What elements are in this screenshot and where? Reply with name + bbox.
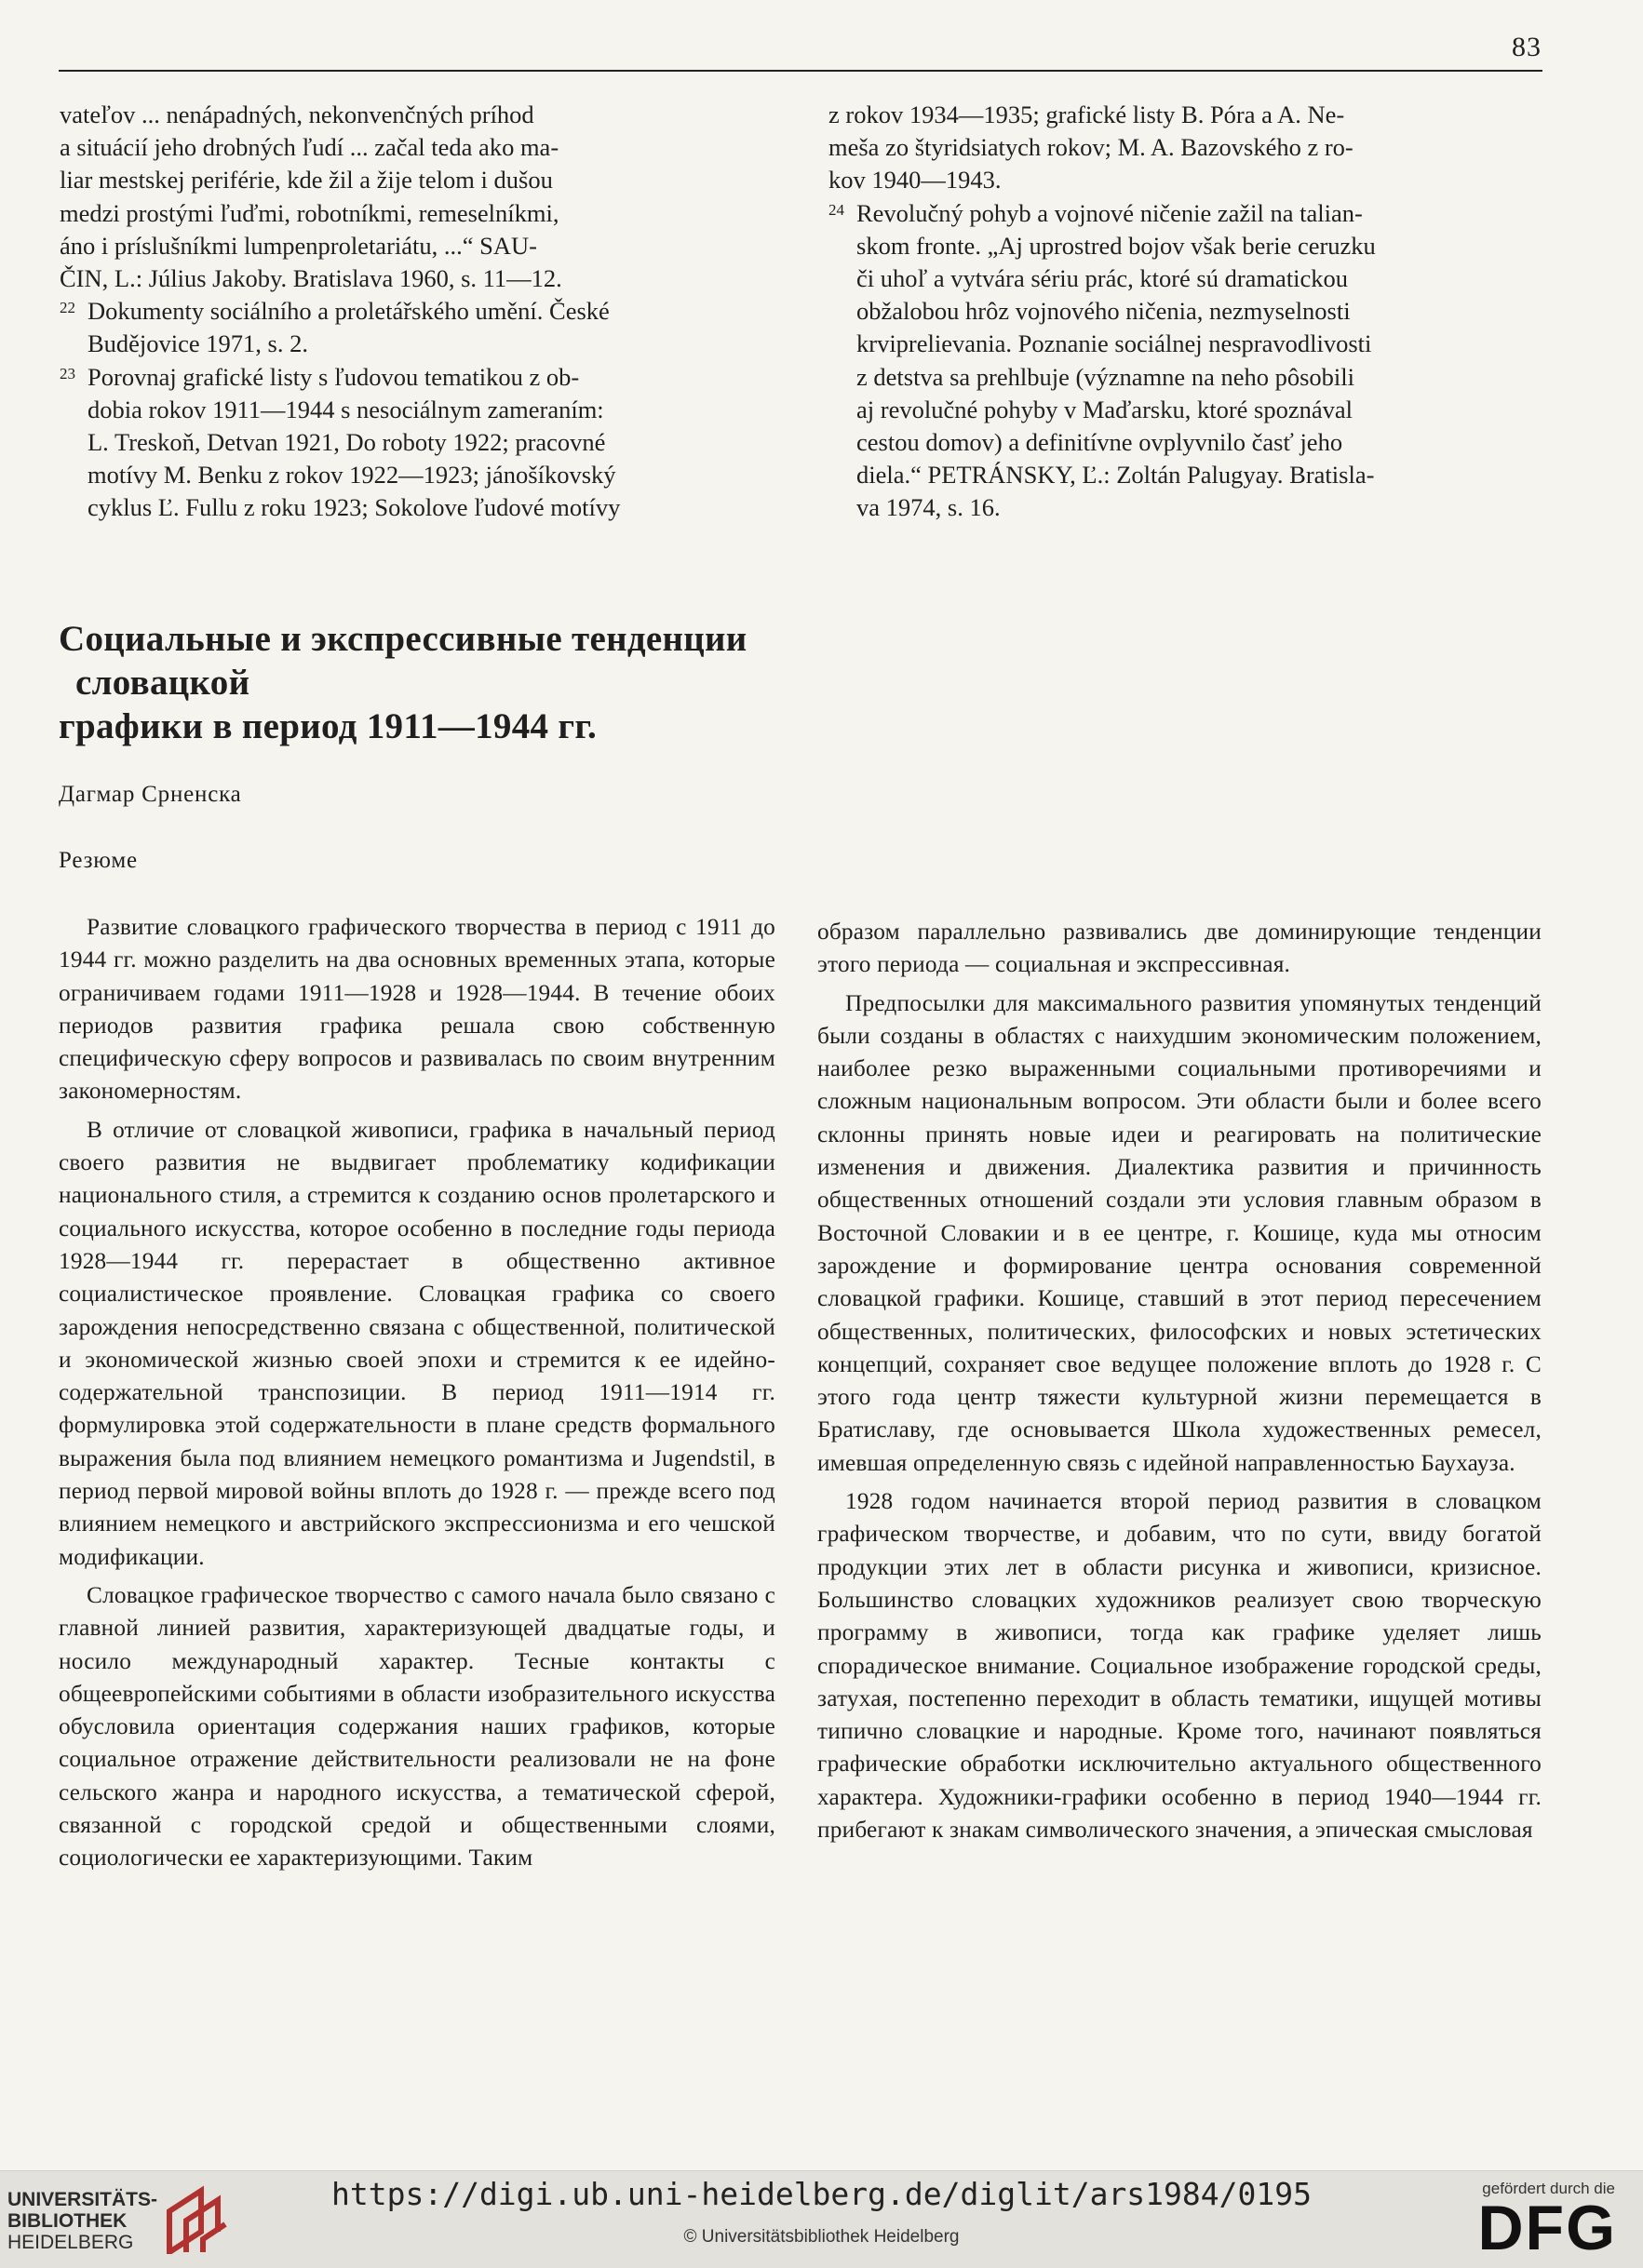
footnote-line: áno i príslušníkmi lumpenproletariátu, ...“ SAU-: [60, 231, 537, 260]
footnote-line: cyklus Ľ. Fullu z roku 1923; Sokolove ľudové motívy: [88, 493, 621, 522]
footnote-line: Budějovice 1971, s. 2.: [88, 329, 308, 358]
footnote-line: z detstva sa prehlbuje (významne na neho pôsobili: [856, 362, 1354, 391]
footnote-line: medzi prostými ľuďmi, robotníkmi, remeselníkmi,: [60, 198, 559, 227]
footer-url-link[interactable]: https://digi.ub.uni-heidelberg.de/diglit/ars1984/0195: [331, 2176, 1312, 2212]
footnote-line: motívy M. Benku z rokov 1922—1923; jánošíkovský: [88, 461, 616, 490]
library-name-line: BIBLIOTHEK: [7, 2210, 128, 2232]
article-title: [59, 617, 822, 748]
footnote-line: kov 1940—1943.: [828, 166, 1002, 195]
footnote-line: ČIN, L.: Július Jakoby. Bratislava 1960, s. 11—12.: [60, 264, 562, 293]
footnote-24: [828, 197, 1542, 525]
footnote-line: Porovnaj grafické listy s ľudovou tematikou z ob-: [88, 362, 580, 391]
body-paragraph: Словацкое графическое творчество с самого начала было связано с главной линией развития, характеризующей двадцатые годы, и носило международный характер. Тесные контакты с общеевропейскими событиями в области изобразительного искусства обусловила ориентация содержания наших графиков, которые социальное отражение действительности реализовали не на фоне сельского жанра и народного искусства, а тематической сферой, связанной с городской средой и общественными слоями, социологически ее характеризующими. Таким: [59, 1581, 775, 1872]
footnote-continuation: [828, 99, 1542, 197]
footnotes-right: [828, 99, 1542, 525]
footnote-line: va 1974, s. 16.: [856, 493, 1001, 522]
title-line: графики в период 1911—1944 гг.: [59, 706, 598, 746]
footer-copyright: © Universitätsbibliothek Heidelberg: [683, 2227, 960, 2247]
footnote-line: dobia rokov 1911—1944 s nesociálnym zameraním:: [88, 395, 604, 423]
title-line: Социальные и экспрессивные тенденции: [59, 619, 747, 659]
body-paragraph: образом параллельно развивались две доминирующие тенденции этого периода — социальная и экспрессивная.: [817, 919, 1542, 978]
footnote-number: 22: [60, 299, 75, 317]
footnote-line: diela.“ PETRÁNSKY, Ľ.: Zoltán Palugyay. Bratisla-: [856, 461, 1375, 490]
top-rule: [59, 70, 1542, 72]
library-name-line: HEIDELBERG: [7, 2232, 134, 2253]
footnote-number: 24: [828, 200, 844, 219]
footnote-line: z rokov 1934—1935; grafické listy B. Póra a A. Ne-: [828, 101, 1345, 128]
title-line: словацкой: [75, 663, 250, 703]
body-paragraph: Развитие словацкого графического творчества в период с 1911 до 1944 гг. можно разделить на два основных временных этапа, которые ограничиваем годами 1911—1928 и 1928—1944. В течение обоих периодов развития графика решала свою собственную специфическую сферу вопросов и развивалась по своим внутренним закономерностям.: [59, 914, 775, 1105]
section-label: Резюме: [59, 848, 138, 873]
footnote-line: liar mestskej periférie, kde žil a žije telom i dušou: [60, 166, 553, 195]
dfg-logo[interactable]: DFG: [1477, 2193, 1617, 2263]
footnote-line: Dokumenty sociálního a proletářského umění. České: [88, 297, 610, 326]
body-column-left: [59, 911, 775, 1881]
page-number: 83: [1512, 32, 1542, 62]
article-author: Дагмар Срненска: [59, 782, 242, 807]
body-paragraph: В отличие от словацкой живописи, графика в начальный период своего развития не выдвигает проблематику кодификации национального стиля, а стремится к созданию основ пролетарского и социального искусства, которое особенно в последние годы периода 1928—1944 гг. перерастает в общественно активное социалистическое проявление. Словацкая графика со своего зарождения непосредственно связана с общественной, политической и экономической жизнью своей эпохи и стремится к ее идейно-содержательной транспозиции. В период 1911—1914 гг. формулировка этой содержательности в плане средств формального выражения была под влиянием немецкого романтизма и Jugendstil, в период первой мировой войны вплоть до 1928 г. — прежде всего под влиянием немецкого и австрийского экспрессионизма и его чешской модификации.: [59, 1116, 775, 1570]
body-paragraph: Предпосылки для максимального развития упомянутых тенденций были созданы в областях с наихудшим экономическим положением, наиболее резко выраженными социальными противоречиями и сложным национальным вопросом. Эти области были и более всего склонны принять новые идеи и реагировать на политические изменения и движения. Диалектика развития и причинность общественных отношений создали эти условия главным образом в Восточной Словакии и в ее центре, г. Кошице, куда мы относим зарождение и формирование центра основания современной словацкой графики. Кошице, ставший в этот период пересечением общественных, политических, философских и новых эстетических концепций, сохраняет свое ведущее положение вплоть до 1928 г. С этого года центр тяжести культурной жизни перемещается в Братиславу, где основывается Школа художественных ремесел, имевшая определенную связь с идейной направленностью Баухауза.: [817, 989, 1542, 1476]
footnotes-left: [60, 99, 782, 525]
footnote-line: vateľov ... nenápadných, nekonvenčných príhod: [60, 101, 534, 128]
footnote-line: cestou domov) a definitívne ovplyvnilo časť jeho: [856, 428, 1343, 457]
footnote-line: a situácií jeho drobných ľudí ... začal teda ako ma-: [60, 133, 559, 162]
footnote-line: meša zo štyridsiatych rokov; M. A. Bazovského z ro-: [828, 133, 1353, 162]
body-column-right: [817, 916, 1542, 1852]
footnote-23: [60, 361, 782, 525]
library-name-line: UNIVERSITÄTS-: [7, 2189, 158, 2210]
body-paragraph: 1928 годом начинается второй период развития в словацком графическом творчестве, и добавим, что по сути, ввиду богатой продукции этих лет в области рисунка и живописи, кризисное. Большинство словацких художников реализует свою творческую программу в живописи, тогда как графике уделяет лишь спорадическое внимание. Социальное изображение городской среды, затухая, постепенно переходит в область тематики, ищущей мотивы типично словацкие и народные. Кроме того, начинают появляться графические обработки исключительно актуального общественного характера. Художники-графики особенно в период 1940—1944 гг. прибегают к знакам символического значения, а эпическая смысловая: [817, 1488, 1542, 1844]
footnote-22: [60, 295, 782, 360]
funding-label: gefördert durch die: [1482, 2180, 1615, 2197]
footnote-line: obžalobou hrôz vojnového ničenia, nezmyselnosti: [856, 297, 1351, 326]
footnote-line: či uhoľ a vytvára sériu prác, ktoré sú dramatickou: [856, 264, 1349, 293]
footnote-number: 23: [60, 364, 75, 382]
footnote-line: skom fronte. „Aj uprostred bojov však berie ceruzku: [856, 231, 1376, 260]
footnote-continuation: [60, 99, 782, 295]
footnote-line: aj revolučné pohyby v Maďarsku, ktoré spoznával: [856, 395, 1353, 423]
footnote-line: Revolučný pohyb a vojnové ničenie zažil na talian-: [856, 198, 1363, 227]
footnote-line: L. Treskoň, Detvan 1921, Do roboty 1922; pracovné: [88, 428, 606, 457]
footnote-line: krviprelievania. Poznanie sociálnej nespravodlivosti: [856, 329, 1372, 358]
